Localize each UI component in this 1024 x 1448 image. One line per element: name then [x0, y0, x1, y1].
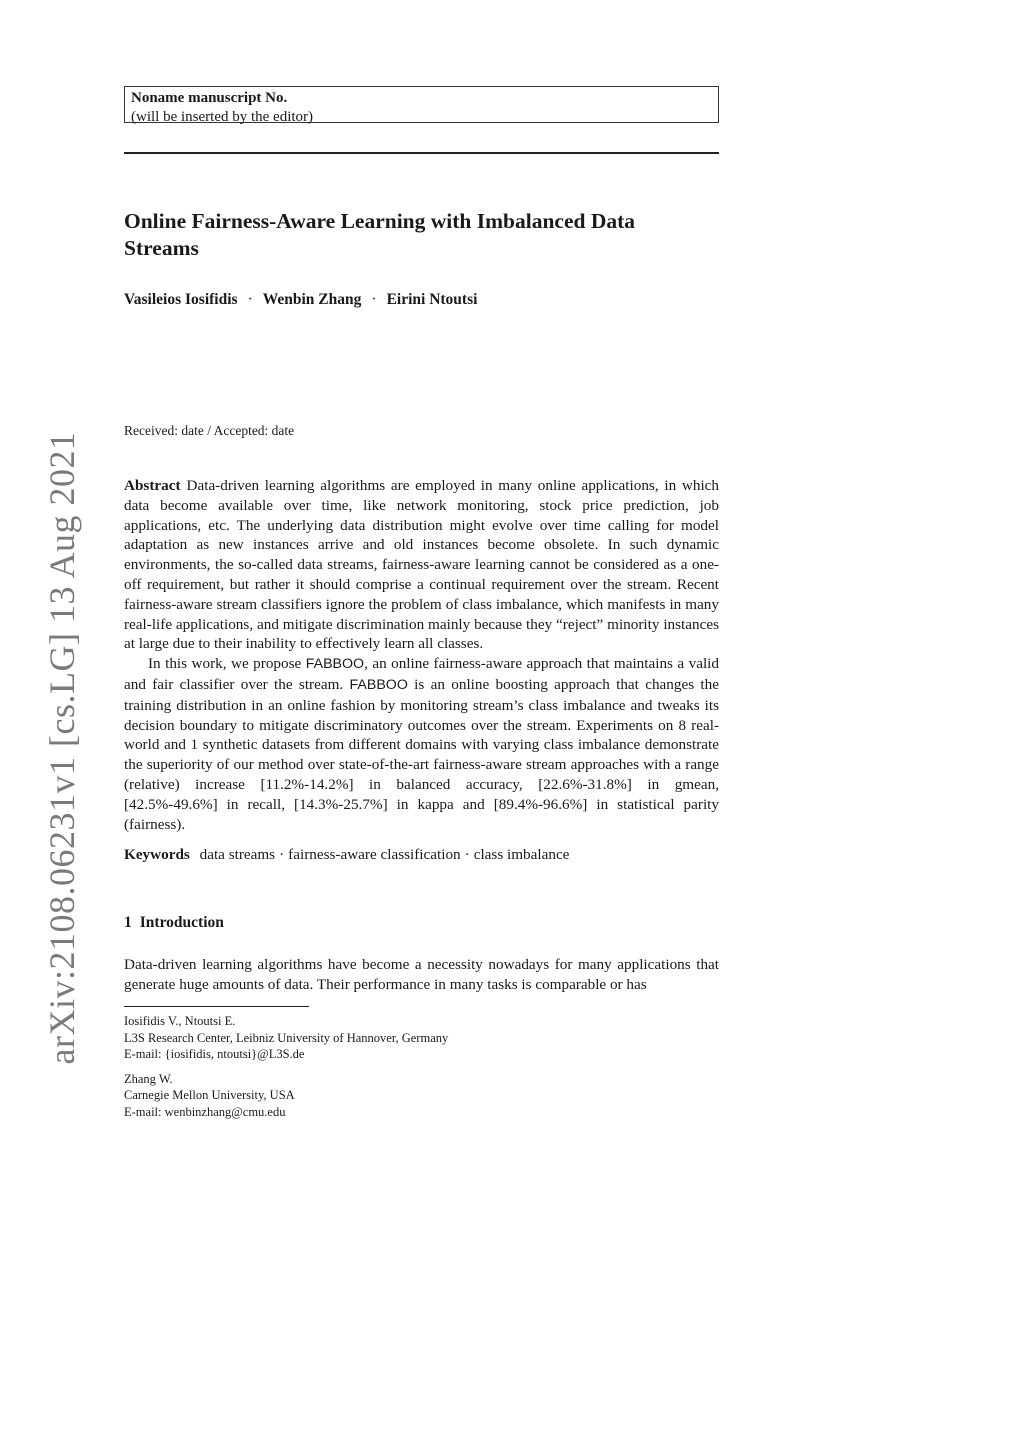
keyword: class imbalance	[473, 846, 570, 863]
abstract-text: In this work, we propose	[148, 655, 306, 673]
author-name: Eirini Ntoutsi	[386, 291, 478, 308]
affiliation-email: E-mail: {iosifidis, ntoutsi}@L3S.de	[124, 1047, 305, 1061]
footnote-rule	[124, 1006, 309, 1007]
method-name: FABBOO	[349, 676, 408, 693]
author-separator: ·	[371, 291, 377, 308]
abstract-text: , an online fairness-aware approach that maintains a valid and fair classifier over the stream.	[124, 655, 719, 693]
method-name: FABBOO	[305, 656, 365, 673]
keyword: fairness-aware classification	[288, 846, 461, 863]
author-separator: ·	[247, 291, 253, 308]
affiliation-block	[124, 1013, 448, 1063]
manuscript-header-box	[124, 86, 719, 123]
affiliation-block	[124, 1071, 448, 1121]
manuscript-label: Noname manuscript No.	[131, 90, 288, 106]
affiliation-email: E-mail: wenbinzhang@cmu.edu	[124, 1104, 286, 1119]
affiliation-footnotes	[124, 1013, 448, 1120]
introduction-body	[124, 955, 719, 995]
abstract	[124, 476, 719, 834]
affiliation-institution: Carnegie Mellon University, USA	[124, 1088, 295, 1102]
author-name: Wenbin Zhang	[262, 291, 362, 308]
abstract-paragraph	[124, 654, 719, 834]
keywords-label: Keywords	[124, 846, 190, 863]
abstract-text: is an online boosting approach that changes the training distribution in an online fashion by monitoring stream’s class imbalance and tweaks its decision boundary to mitigate discriminatory outcomes over the stream. Experiments on 8 real-world and 1 synthetic datasets from different domains with varying class imbalance demonstrate the superiority of our method over state-of-the-art fairness-aware stream approaches with a range (relative) increase [11.2%-14.2%] in balanced accuracy, [22.6%-31.8%] in gmean, [42.5%-49.6%] in recall, [14.3%-25.7%] in kappa and [89.4%-96.6%] in statistical parity (fairness).	[124, 675, 719, 833]
paper-title: Online Fairness-Aware Learning with Imbalanced Data Streams	[124, 209, 636, 260]
header-rule	[124, 152, 719, 154]
keyword-separator: ·	[279, 846, 285, 863]
affiliation-authors: Zhang W.	[124, 1071, 173, 1086]
abstract-paragraph	[124, 476, 719, 654]
keyword-separator: ·	[464, 846, 470, 863]
arxiv-identifier-stamp: arXiv:2108.06231v1 [cs.LG] 13 Aug 2021	[42, 431, 82, 1065]
body-paragraph: Data-driven learning algorithms have become a necessity nowadays for many applications that generate huge amounts of data. Their performance in many tasks is comparable or has	[124, 956, 719, 993]
author-name: Vasileios Iosifidis	[124, 291, 238, 308]
received-date: Received: date / Accepted: date	[124, 423, 295, 438]
section-heading	[124, 914, 224, 932]
abstract-text: Data-driven learning algorithms are employed in many online applications, in which data become available over time, like network monitoring, stock price prediction, job applications, etc. The underlying data distribution might evolve over time calling for model adaptation as new instances arrive and old instances become obsolete. In such dynamic environments, the so-called data streams, fairness-aware learning cannot be considered as a one-off requirement, but rather it should comprise a continual requirement over the stream. Recent fairness-aware stream classifiers ignore the problem of class imbalance, which manifests in many real-life applications, and mitigate discrimination mainly because they “reject” minority instances at large due to their inability to effectively learn all classes.	[124, 477, 719, 653]
manuscript-editor-note: (will be inserted by the editor)	[131, 109, 314, 125]
keywords	[124, 846, 569, 864]
keyword: data streams	[199, 846, 276, 863]
section-title: Introduction	[139, 914, 224, 931]
affiliation-institution: L3S Research Center, Leibniz University of Hannover, Germany	[124, 1030, 449, 1045]
section-number: 1	[124, 914, 132, 931]
abstract-label: Abstract	[124, 477, 181, 494]
author-list	[124, 291, 477, 309]
affiliation-authors: Iosifidis V., Ntoutsi E.	[124, 1014, 236, 1028]
